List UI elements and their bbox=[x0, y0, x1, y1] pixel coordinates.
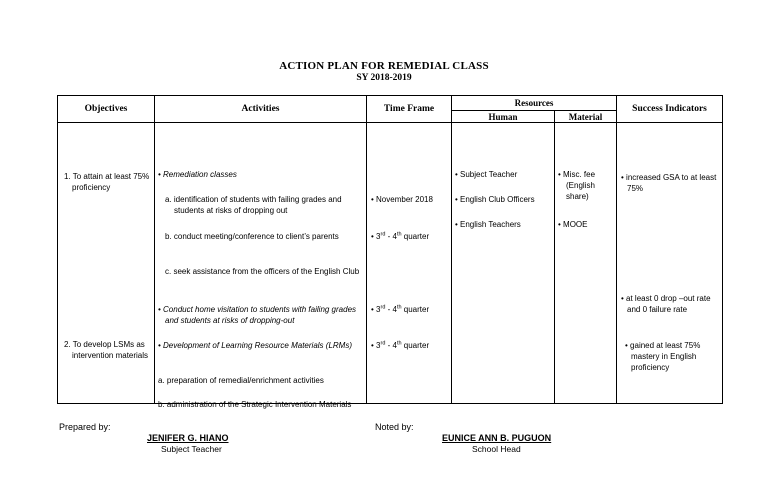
material-mooe: • MOOE bbox=[558, 220, 588, 229]
time-november-2018: • November 2018 bbox=[371, 195, 433, 204]
objective-2: 2. To develop LSMs as intervention materials bbox=[64, 340, 149, 360]
header-activities: Activities bbox=[155, 96, 367, 123]
header-time-frame: Time Frame bbox=[367, 96, 452, 123]
header-human: Human bbox=[452, 111, 555, 123]
time-quarter-2: • 3rd - 4th quarter bbox=[371, 304, 430, 314]
activity-preparation: a. preparation of remedial/enrichment activities bbox=[158, 376, 324, 385]
activity-administration: b. administration of the Strategic Intervention Materials bbox=[158, 400, 352, 409]
noted-by-name: EUNICE ANN B. PUGUON bbox=[442, 433, 552, 443]
activity-identification: a. identification of students with failing grades and students at risks of dropping out bbox=[165, 195, 342, 215]
time-frame-cell bbox=[367, 123, 452, 404]
objectives-cell bbox=[58, 123, 155, 404]
success-indicators-cell bbox=[617, 123, 723, 404]
human-subject-teacher: • Subject Teacher bbox=[455, 170, 518, 179]
document-subtitle: SY 2018-2019 bbox=[356, 73, 412, 83]
document-title: ACTION PLAN FOR REMEDIAL CLASS bbox=[279, 60, 489, 72]
header-objectives: Objectives bbox=[58, 96, 155, 123]
prepared-by-label: Prepared by: bbox=[59, 422, 111, 432]
header-material: Material bbox=[555, 111, 617, 123]
time-quarter-1: • 3rd - 4th quarter bbox=[371, 231, 430, 241]
action-plan-table bbox=[57, 95, 723, 409]
header-resources: Resources bbox=[452, 96, 617, 111]
human-english-teachers: • English Teachers bbox=[455, 220, 521, 229]
time-quarter-3: • 3rd - 4th quarter bbox=[371, 340, 430, 350]
prepared-by-role: Subject Teacher bbox=[161, 444, 222, 454]
prepared-by-name: JENIFER G. HIANO bbox=[147, 433, 229, 443]
success-increased-gsa: • increased GSA to at least 75% bbox=[621, 173, 717, 193]
human-english-club-officers: • English Club Officers bbox=[455, 195, 535, 204]
human-resources-cell bbox=[452, 123, 555, 404]
success-zero-dropout: • at least 0 drop –out rate and 0 failure rate bbox=[621, 294, 711, 314]
material-misc-fee: • Misc. fee (English share) bbox=[558, 170, 596, 201]
activity-home-visitation: • Conduct home visitation to students with failing grades and students at risks of dropping-out bbox=[158, 305, 357, 325]
activity-seek-assistance: c. seek assistance from the officers of the English Club bbox=[165, 267, 360, 276]
activity-remediation-classes: • Remediation classes bbox=[158, 170, 237, 179]
noted-by-role: School Head bbox=[472, 444, 521, 454]
objective-1: 1. To attain at least 75% proficiency bbox=[64, 172, 150, 192]
activity-development-lrms: • Development of Learning Resource Materials (LRMs) bbox=[158, 341, 352, 350]
activity-conduct-meeting: b. conduct meeting/conference to client’s parents bbox=[165, 232, 339, 241]
success-mastery: • gained at least 75% mastery in English proficiency bbox=[625, 341, 701, 372]
activities-cell bbox=[155, 123, 367, 409]
material-resources-cell bbox=[555, 123, 617, 404]
header-success-indicators: Success Indicators bbox=[617, 96, 723, 123]
noted-by-label: Noted by: bbox=[375, 422, 414, 432]
